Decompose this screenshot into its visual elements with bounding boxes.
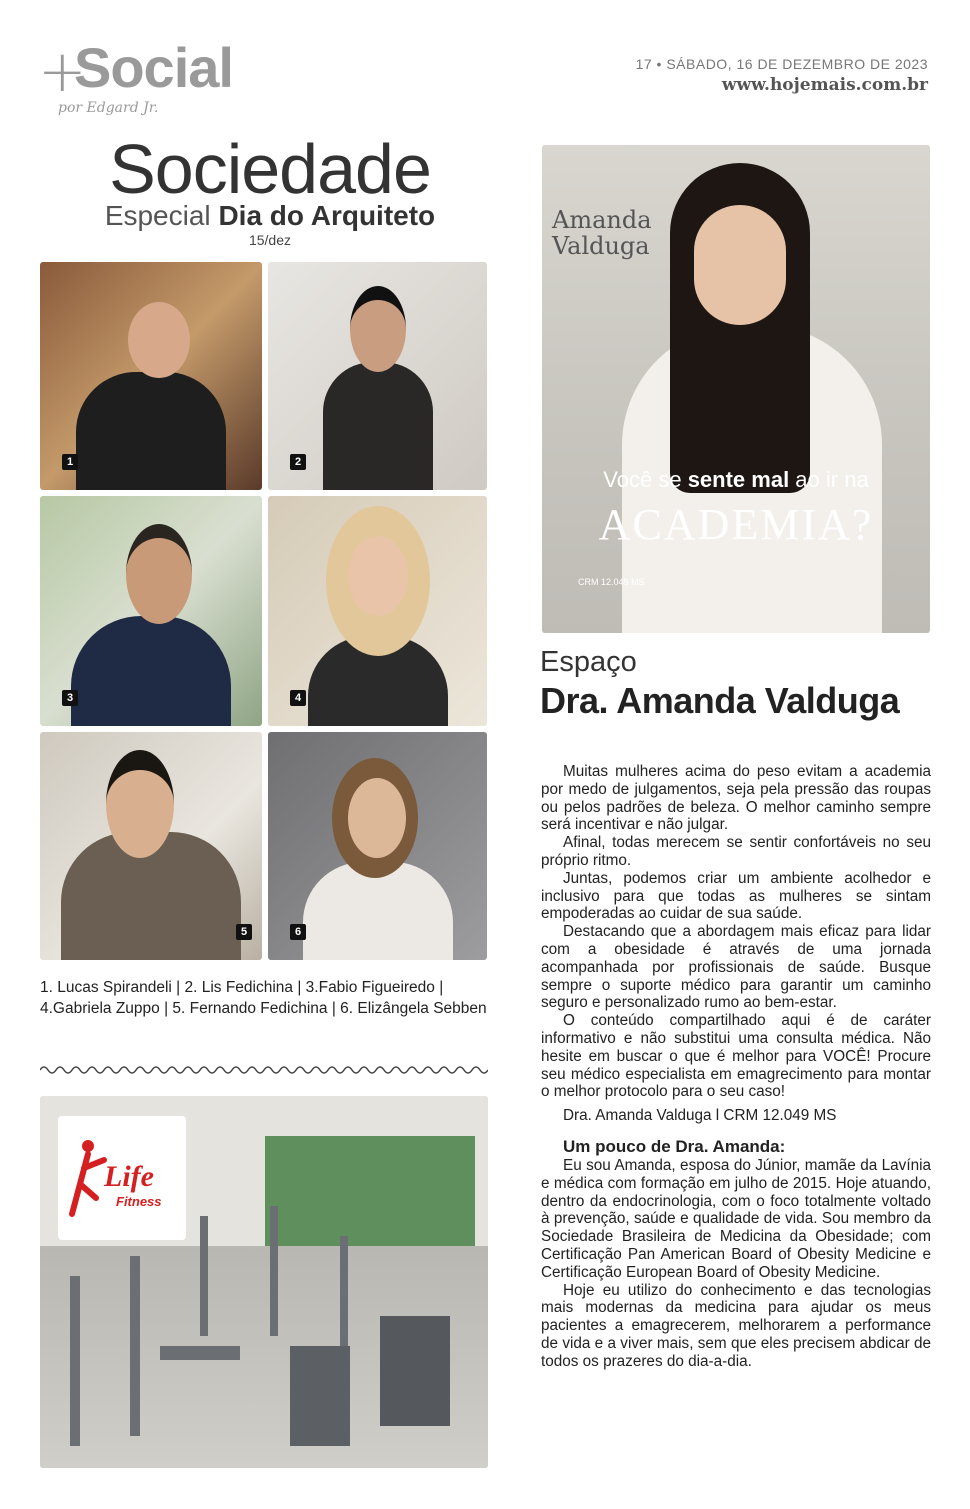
gym-ad-photo <box>40 1096 488 1468</box>
subtitle-prefix: Especial <box>104 200 211 231</box>
article-paragraph: Afinal, todas merecem se sentir confortáveis no seu próprio ritmo. <box>541 834 931 869</box>
article-paragraph: Muitas mulheres acima do peso evitam a academia por medo de julgamentos, seja pela pressão das roupas ou pelos padrões de beleza. O melhor caminho sempre será incentivar e não julgar. <box>541 763 931 834</box>
website-url[interactable]: www.hojemais.com.br <box>721 75 928 95</box>
subtitle-bold: Dia do Arquiteto <box>218 200 436 231</box>
section-subtitle <box>60 202 480 230</box>
page-date: 17 • SÁBADO, 16 DE DEZEMBRO DE 2023 <box>635 56 928 72</box>
logo-word: Life <box>104 1160 154 1193</box>
photo-number: 4 <box>290 690 306 706</box>
article-kicker: Espaço <box>540 646 637 678</box>
photo-number: 1 <box>62 454 78 470</box>
feature-name-line1: Amanda <box>552 206 652 234</box>
about-heading: Um pouco de Dra. Amanda: <box>563 1136 786 1156</box>
question-bold: sente mal <box>687 467 790 492</box>
portrait-photo-4 <box>268 496 487 726</box>
article-body <box>541 763 931 1371</box>
article-paragraph: O conteúdo compartilhado aqui é de caráter informativo e não substitui uma consulta médica. Não hesite em buscar o que é melhor para VOCÊ! Procure seu médico especialista em emagrecimento para montar o melhor protocolo para o seu caso! <box>541 1012 931 1101</box>
photo-caption: 1. Lucas Spirandeli | 2. Lis Fedichina | 3.Fabio Figueiredo | 4.Gabriela Zuppo | 5. Fernando Fedichina | 6. Elizângela Sebben <box>40 979 487 1017</box>
about-paragraph: Hoje eu utilizo do conhecimento e das tecnologias mais modernas da medicina para ajudar os meus pacientes a emagrecerem, melhorarem a performance de vida e a viver mais, sem que eles precisem abdicar de todos os prazeres do dia-a-dia. <box>541 1281 931 1370</box>
about-paragraph: Eu sou Amanda, esposa do Júnior, mamãe da Lavínia e médica com formação em julho de 2015. Hoje atuando, dentro da endocrinologia, com o foco totalmente voltado à prevenção, saúde e qualidade de vida. Sou membro da Sociedade Brasileira de Medicina da Obesidade; com Certificação Pan American Board of Obesity Medicine e Certificação European Board of Obesity Medicine. <box>541 1156 931 1281</box>
brand-name: Social <box>74 36 233 99</box>
logo-subword: Fitness <box>116 1194 162 1209</box>
article-paragraph: Juntas, podemos criar um ambiente acolhedor e inclusivo para que todas as mulheres se sintam empoderadas ao cuidar de sua saúde. <box>541 869 931 923</box>
feature-name <box>552 207 652 259</box>
portrait-photo-2 <box>268 262 487 490</box>
article-paragraph: Destacando que a abordagem mais eficaz para lidar com a obesidade é através de uma jornada acompanhada por profissionais de saúde. Busque sempre o suporte médico para garantir um caminho seguro e personalizado rumo ao bem-estar. <box>541 923 931 1012</box>
section-title: Sociedade <box>109 130 431 208</box>
question-part2: ao ir na <box>789 467 869 492</box>
feature-question <box>542 467 930 493</box>
brand-plus-sign: + <box>38 37 87 105</box>
photo-number: 3 <box>62 690 78 706</box>
portrait-photo-3 <box>40 496 262 726</box>
portrait-photo-5 <box>40 732 262 960</box>
feature-name-line2: Valduga <box>552 232 650 260</box>
photo-number: 2 <box>290 454 306 470</box>
article-title: Dra. Amanda Valduga <box>540 680 900 721</box>
portrait-photo-1 <box>40 262 262 490</box>
feature-image <box>542 145 930 633</box>
gym-green-wall <box>265 1136 475 1246</box>
photo-number: 5 <box>236 924 252 940</box>
portrait-photo-6 <box>268 732 487 960</box>
gym-logo <box>58 1116 186 1240</box>
photo-number: 6 <box>290 924 306 940</box>
article-signature: Dra. Amanda Valduga l CRM 12.049 MS <box>563 1107 837 1125</box>
columnist-signature: por Edgard Jr. <box>58 100 159 116</box>
question-part1: Você se <box>603 467 688 492</box>
feature-crm: CRM 12.049 MS <box>578 577 645 587</box>
wave-divider <box>40 1064 488 1076</box>
section-date: 15/dez <box>248 232 292 248</box>
feature-headline: ACADEMIA? <box>598 500 874 549</box>
